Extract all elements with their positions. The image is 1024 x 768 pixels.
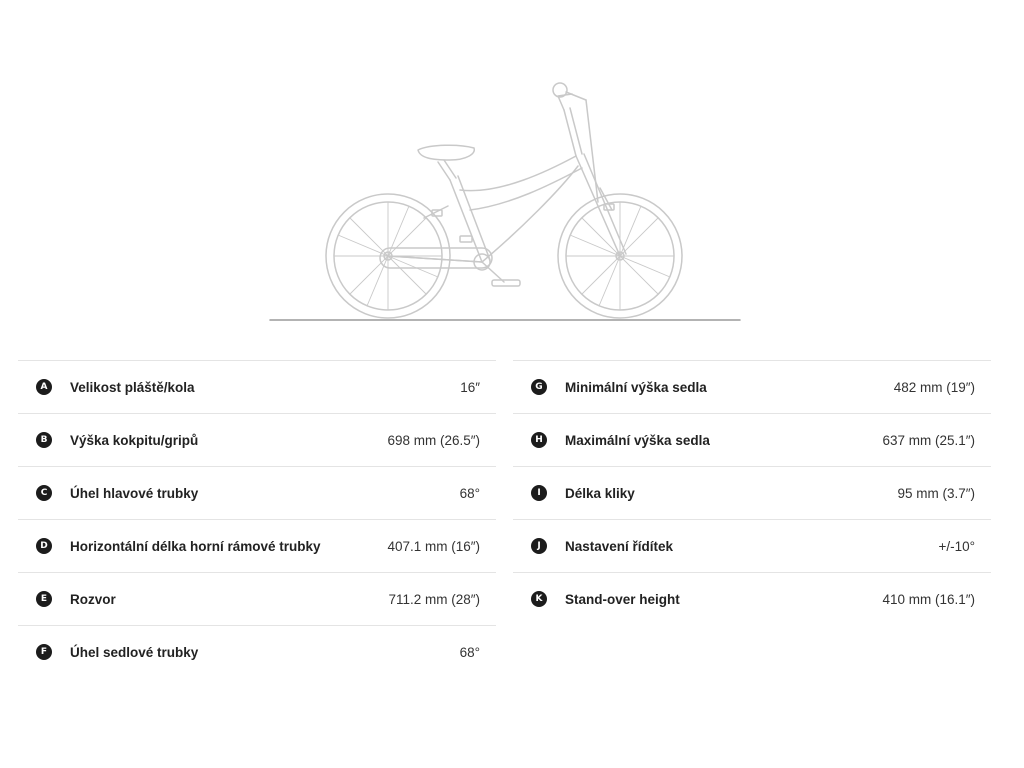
spec-row [513, 413, 991, 466]
spec-row [18, 413, 496, 466]
spec-value: 637 mm (25.1″) [882, 432, 975, 448]
spec-value: +/-10° [938, 538, 975, 554]
spec-label: Horizontální délka horní rámové trubky [70, 538, 321, 554]
spec-table-left [18, 360, 496, 678]
spec-value: 68° [459, 644, 480, 660]
spec-row [18, 572, 496, 625]
spec-letter-badge: K [531, 591, 547, 607]
spec-row [18, 625, 496, 678]
spec-letter-badge: B [36, 432, 52, 448]
spec-label: Rozvor [70, 591, 116, 607]
spec-label: Délka kliky [565, 485, 635, 501]
spec-label: Minimální výška sedla [565, 379, 707, 395]
spec-row [513, 519, 991, 572]
spec-value: 482 mm (19″) [893, 379, 975, 395]
spec-letter-badge: J [531, 538, 547, 554]
spec-letter-badge: E [36, 591, 52, 607]
spec-label: Úhel sedlové trubky [70, 644, 199, 660]
spec-value: 407.1 mm (16″) [387, 538, 480, 554]
spec-row [513, 466, 991, 519]
spec-row [18, 360, 496, 413]
spec-row [513, 360, 991, 413]
spec-value: 410 mm (16.1″) [882, 591, 975, 607]
spec-row [513, 572, 991, 625]
spec-label: Maximální výška sedla [565, 432, 710, 448]
spec-row [18, 466, 496, 519]
spec-label: Stand-over height [565, 591, 680, 607]
spec-value: 711.2 mm (28″) [388, 591, 480, 607]
spec-label: Velikost pláště/kola [70, 379, 195, 395]
spec-row [18, 519, 496, 572]
spec-label: Úhel hlavové trubky [70, 485, 199, 501]
spec-letter-badge: A [36, 379, 52, 395]
spec-letter-badge: F [36, 644, 52, 660]
spec-value: 698 mm (26.5″) [387, 432, 480, 448]
spec-label: Výška kokpitu/gripů [70, 432, 199, 448]
spec-letter-badge: H [531, 432, 547, 448]
spec-label: Nastavení řídítek [565, 538, 674, 554]
spec-value: 68° [459, 485, 480, 501]
spec-letter-badge: D [36, 538, 52, 554]
spec-value: 16″ [460, 379, 480, 395]
spec-letter-badge: I [531, 485, 547, 501]
spec-letter-badge: G [531, 379, 547, 395]
spec-value: 95 mm (3.7″) [897, 485, 975, 501]
spec-letter-badge: C [36, 485, 52, 501]
bike-illustration [260, 70, 760, 330]
spec-table-right [513, 360, 991, 625]
